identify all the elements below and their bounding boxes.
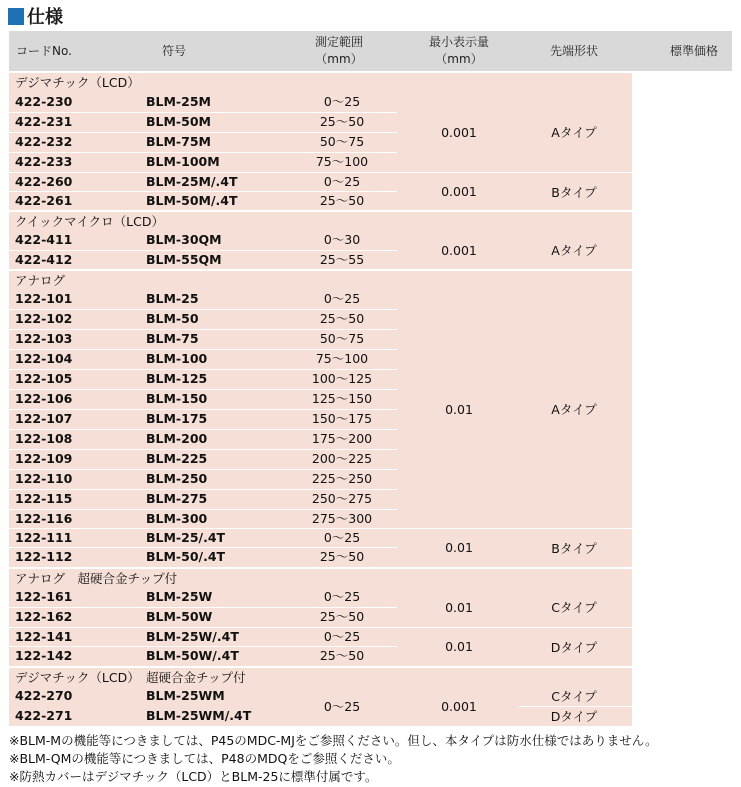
tip-cell: Cタイプ (551, 689, 597, 704)
table-row: 122-162 BLM-50W 25～50 (15, 609, 365, 624)
footnote: ※BLM-QMの機能等につきましては、P48のMDQをご参照ください。 (9, 751, 400, 766)
section-title (8, 3, 63, 29)
header-range: 測定範囲 （mm） (314, 35, 363, 66)
header-resolution: 最小表示量 （mm） (428, 35, 489, 66)
table-row: 422-270 BLM-25WM (15, 688, 225, 703)
table-row: 422-233 BLM-100M 75～100 (15, 154, 369, 169)
table-row: 122-142 BLM-50W/.4T 25～50 (15, 648, 365, 663)
resolution-cell: 0.001 (441, 124, 477, 140)
table-row: 122-101 BLM-25 0～25 (15, 291, 361, 306)
group-label: アナログ 超硬合金チップ付 (15, 571, 178, 586)
table-row: 122-102 BLM-50 25～50 (15, 311, 365, 326)
footnotes (9, 732, 658, 786)
resolution-cell: 0.01 (445, 639, 473, 654)
tip-cell: Cタイプ (551, 600, 597, 615)
table-row: 422-260 BLM-25M/.4T 0～25 (15, 174, 361, 189)
table-row: 122-108 BLM-200 175～200 (15, 431, 373, 446)
table-row: 122-103 BLM-75 50～75 (15, 331, 365, 346)
header-symbol: 符号 (161, 43, 186, 58)
footnote: ※BLM-Mの機能等につきましては、P45のMDC-MJをご参照ください。但し、本タイプは防水仕様ではありません。 (9, 733, 658, 748)
group-label: デジマチック（LCD） 超硬合金チップ付 (15, 670, 246, 685)
table-row: 422-412 BLM-55QM 25～55 (15, 252, 365, 267)
table-row: 122-161 BLM-25W 0～25 (15, 589, 361, 604)
resolution-cell: 0.001 (441, 698, 477, 714)
table-row: 122-141 BLM-25W/.4T 0～25 (15, 629, 361, 644)
group-quickmicro (9, 212, 632, 269)
table-row: 122-109 BLM-225 200～225 (15, 451, 373, 466)
tip-cell: Dタイプ (550, 709, 598, 724)
tip-cell: Bタイプ (551, 184, 597, 200)
table-row: 122-111 BLM-25/.4T 0～25 (15, 530, 361, 545)
tip-cell: Aタイプ (551, 243, 597, 258)
table-row: 122-106 BLM-150 125～150 (15, 391, 373, 406)
header-code: コードNo. (16, 43, 72, 58)
table-row: 122-116 BLM-300 275～300 (15, 511, 373, 526)
range-cell: 0～25 (323, 699, 361, 714)
table-row: 122-107 BLM-175 150～175 (15, 411, 373, 426)
header-tip: 先端形状 (549, 43, 598, 58)
table-row: 122-112 BLM-50/.4T 25～50 (15, 549, 365, 564)
tip-cell: Aタイプ (551, 125, 597, 140)
group-digimatic (9, 73, 632, 210)
tip-cell: Bタイプ (551, 540, 597, 556)
header-price: 標準価格 (669, 43, 718, 58)
table-row: 122-110 BLM-250 225～250 (15, 471, 373, 486)
resolution-cell: 0.01 (445, 599, 473, 615)
table-row: 422-230 BLM-25M 0～25 (15, 94, 361, 109)
resolution-cell: 0.01 (445, 401, 473, 417)
group-digimatic-carbide (9, 668, 632, 726)
table-row: 422-411 BLM-30QM 0～30 (15, 232, 361, 247)
resolution-cell: 0.001 (441, 242, 477, 258)
table-row: 422-261 BLM-50M/.4T 25～50 (15, 193, 365, 208)
group-analog (9, 271, 632, 567)
group-label: デジマチック（LCD） (15, 75, 140, 90)
group-label: クイックマイクロ（LCD） (15, 214, 164, 229)
group-analog-carbide (9, 569, 632, 666)
table-row: 122-115 BLM-275 250～275 (15, 491, 373, 506)
table-row: 422-271 BLM-25WM/.4T (15, 708, 252, 723)
tip-cell: Dタイプ (550, 639, 598, 655)
title-text: 仕様 (27, 7, 63, 28)
table-row: 122-105 BLM-125 100～125 (15, 371, 373, 386)
table-row: 422-231 BLM-50M 25～50 (15, 114, 365, 129)
table-header (9, 31, 732, 71)
footnote: ※防熱カバーはデジマチック（LCD）とBLM-25に標準付属です。 (9, 769, 378, 784)
table-row: 122-104 BLM-100 75～100 (15, 351, 369, 366)
group-label: アナログ (15, 273, 66, 288)
title-square-icon (8, 8, 24, 25)
resolution-cell: 0.01 (445, 540, 473, 555)
tip-cell: Aタイプ (551, 402, 597, 417)
table-row: 422-232 BLM-75M 50～75 (15, 134, 365, 149)
resolution-cell: 0.001 (441, 184, 477, 199)
